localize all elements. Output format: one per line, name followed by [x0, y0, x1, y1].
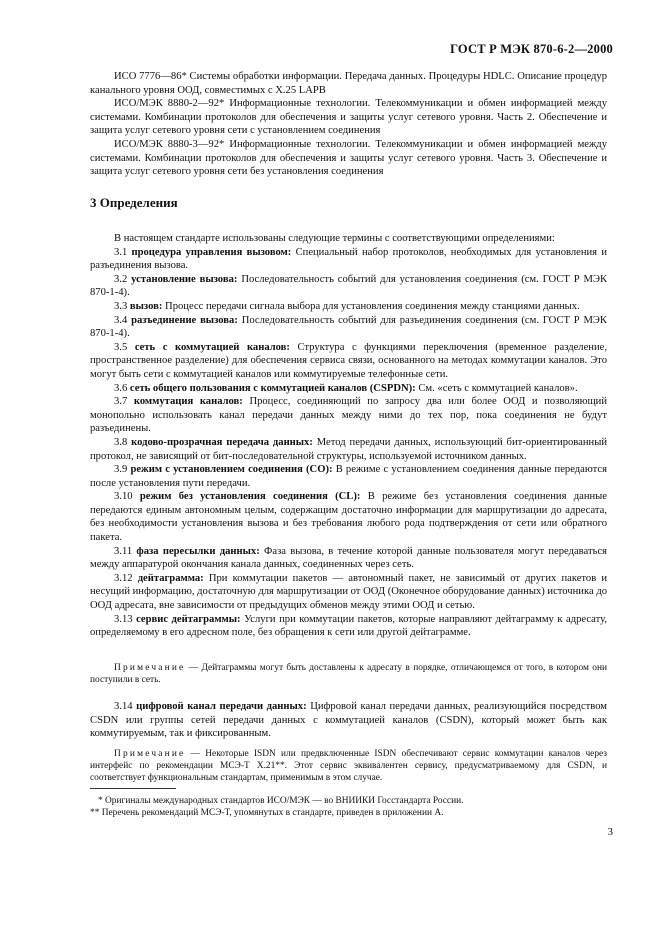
definition-item: 3.2 установление вызова: Последовательность событий для установления соединения (см. ГОСТ Р МЭК 870-1-4). — [90, 273, 608, 299]
note-isdn: Примечание — Некоторые ISDN или предвключенные ISDN обеспечивают сервис коммутации каналов через интерфейс по рекомендации МСЭ-Т X.21**. Этот сервис эквивалентен сервису, предусматриваемому для CSDN, и соответствует функциональным стандартам, применимым в этом случае. — [90, 749, 607, 784]
note-2-block — [90, 748, 607, 785]
note-datagram: Примечание — Дейтаграммы могут быть доставлены к адресату в порядке, отличающемся от того, в котором они поступили в сеть. — [90, 663, 608, 686]
definition-item: 3.6 сеть общего пользования с коммутацией каналов (CSPDN): См. «сеть с коммутацией каналов». — [114, 382, 578, 394]
definition-item: 3.1 процедура управления вызовом: Специальный набор протоколов, необходимых для установления и разъединения вызова. — [90, 246, 607, 272]
definition-item: 3.9 режим с установлением соединения (СО): В режиме с установлением соединения данные передаются после установления пути передачи. — [90, 464, 607, 489]
reference-iso8880-3: ИСО/МЭК 8880-3—92* Информационные технологии. Телекоммуникации и обмен информацией между системами. Комбинации протоколов для обеспечения и защиты услуг сетевого уровня. Часть 3. Обеспечение и защита услуг сетевого уровня сети без установления соединения — [90, 138, 607, 178]
section-title: 3 Определения — [90, 195, 178, 210]
definition-item: 3.14 цифровой канал передачи данных: Цифровой канал передачи данных, реализующийся посредством CSDN или группы сетей передачи данных с коммутацией каналов (CSDN), который может быть как коммутируемым, так и фиксированным. — [90, 701, 608, 740]
footnotes-block — [90, 788, 607, 820]
definition-item: 3.10 режим без установления соединения (CL): В режиме без установления соединения данные передаются единым автономным целым, содержащим достаточно информации для маршрутизации до адресата, без необходимости установления вызова и без требования любого рода подтверждения от сети или обратного пакета. — [90, 491, 607, 544]
definitions-intro: В настоящем стандарте использованы следующие термины с соответствующими определениями: — [114, 233, 555, 244]
references-block — [90, 70, 607, 179]
definition-item: 3.3 вызов: Процесс передачи сигнала выбора для установления соединения между станциями данных. — [114, 300, 580, 312]
definition-item: 3.7 коммутация каналов: Процесс, соединяющий по запросу два или более ООД и позволяющий монопольно использовать канал передачи данных между ними до тех пор, пока соединения не будут разъединены. — [90, 396, 607, 435]
reference-iso7776: ИСО 7776—86* Системы обработки информации. Передача данных. Процедуры HDLC. Описание процедур канального уровня ООД, совместимых с X.25 LAPB — [90, 71, 607, 96]
definition-item: 3.13 сервис дейтаграммы: Услуги при коммутации пакетов, которые направляют дейтаграмму к адресату, определяемому в его адресном поле, без обращения к сети или другой дейтаграмме. — [90, 613, 607, 639]
standard-header: ГОСТ Р МЭК 870-6-2—2000 — [450, 42, 613, 56]
definition-item: 3.5 сеть с коммутацией каналов: Структура с функциями переключения (временное разделение, пространственное разделение) для обеспечения сервиса связи, основанного на методах коммутации каналов. Это могут быть сети с коммутацией каналов или коммутируемые телефонные сети. — [90, 341, 607, 380]
definition-item: 3.4 разъединение вызова: Последовательность событий для разъединения соединения (см. ГОСТ Р МЭК 870-1-4). — [90, 314, 607, 340]
footnote-1: * Оригиналы международных стандартов ИСО/МЭК — во ВНИИКИ Госстандарта России. — [98, 796, 464, 806]
definition-item: 3.12 дейтаграмма: При коммутации пакетов — автономный пакет, не зависимый от других пакетов и несущий информацию, достаточную для маршрутизации от ООД (Оконечное оборудование данных) источника до ООД адресата, вне зависимости от предыдущих обменов между этими ООД и сетью. — [90, 572, 608, 612]
reference-iso8880-2: ИСО/МЭК 8880-2—92* Информационные технологии. Телекоммуникации и обмен информацией между системами. Комбинации протоколов для обеспечения и защиты услуг сетевого уровня. Часть 2. Обеспечение и защита услуг сетевого уровня сети с установлением соединения — [90, 98, 607, 137]
section-heading-block — [90, 196, 607, 210]
definitions-block — [90, 232, 607, 640]
page-number: 3 — [607, 826, 613, 838]
definition-item: 3.11 фаза пересылки данных: Фаза вызова, в течение которой данные пользователя могут передаваться между аппаратурой окончания канала данных, соединенных через сеть. — [90, 545, 608, 571]
definition-item: 3.8 кодово-прозрачная передача данных: Метод передачи данных, использующий бит-ориентированный протокол, не зависящий от бит-последовательной структуры, используемой источником данных. — [90, 436, 607, 462]
definition-3-14-block — [90, 700, 607, 741]
note-1-block — [90, 662, 607, 686]
footnote-2: ** Перечень рекомендаций МСЭ-Т, упомянутых в стандарте, приведен в приложении А. — [90, 808, 444, 819]
